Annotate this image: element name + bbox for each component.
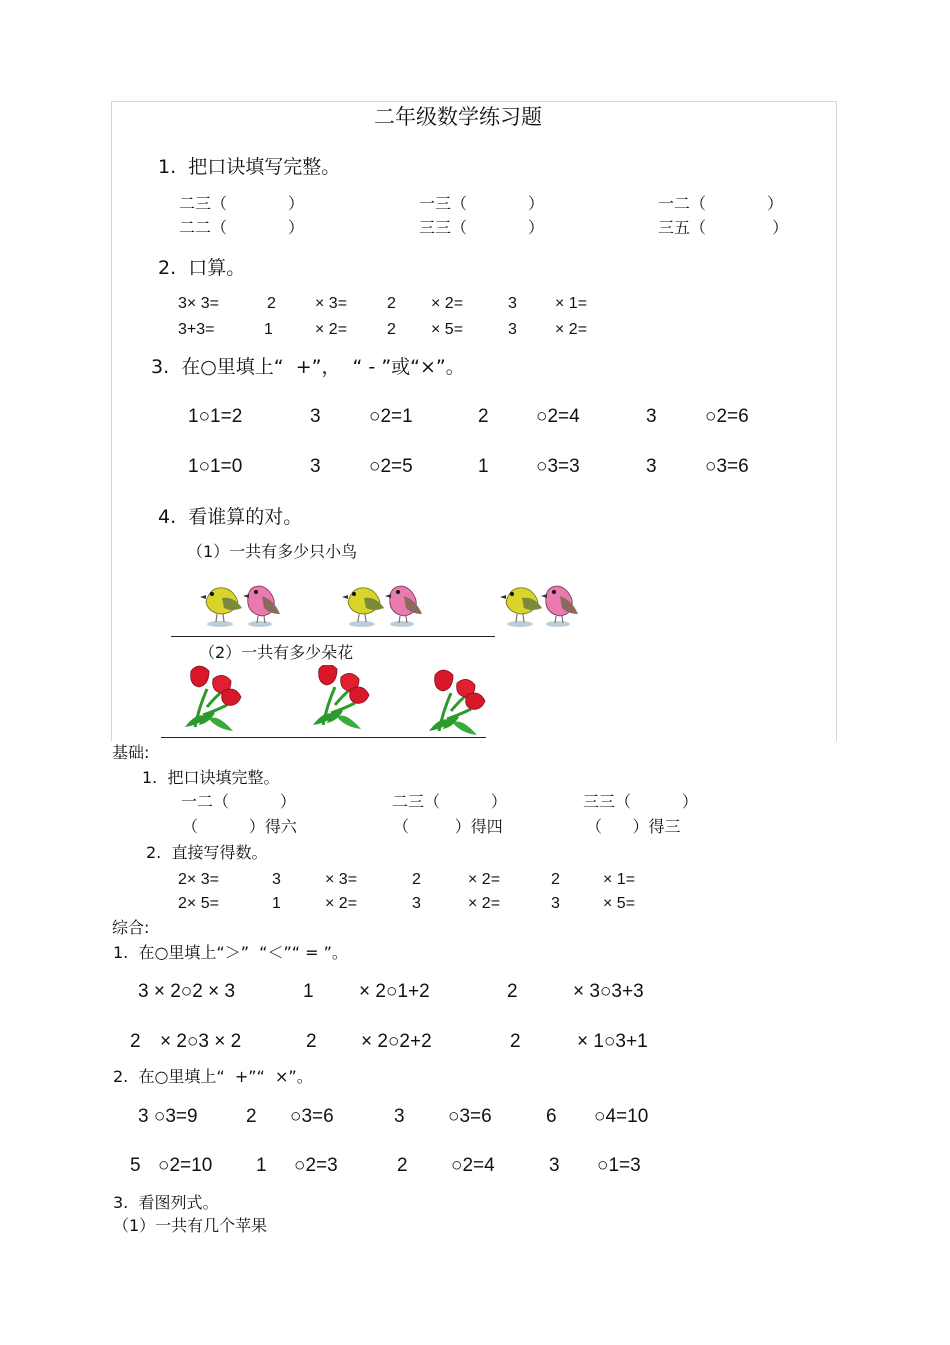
comp-q1-r1-2: × 2○1+2 xyxy=(359,981,430,1002)
basic-q2-r2-5: 3 xyxy=(551,895,560,912)
q3-r2-1: 3 xyxy=(310,456,321,477)
basic-q2-r1-3: 2 xyxy=(412,871,421,888)
comp-q2-r1-6: ○4=10 xyxy=(594,1106,649,1127)
q2-r2-6: × 2= xyxy=(555,321,588,338)
basic-label: 基础: xyxy=(112,743,150,762)
q1-r2c3: 三五（ ） xyxy=(658,218,789,237)
q2-r1-4: × 2= xyxy=(431,295,464,312)
comp-q1-heading: 1. 在○里填上“＞” “＜”“ = ”。 xyxy=(113,943,348,962)
bird-pink-icon xyxy=(385,586,422,627)
q1-r1c1: 二三（ ） xyxy=(179,194,305,213)
q1-r2c2: 三三（ ） xyxy=(419,218,545,237)
comp-q2-r1-4: ○3=6 xyxy=(448,1106,492,1127)
q2-r1-6: × 1= xyxy=(555,295,588,312)
comp-q2-r2-0: 5 xyxy=(130,1155,141,1176)
bird-yellow-icon xyxy=(342,588,384,627)
q2-r2-0: 3+3= xyxy=(178,321,215,338)
comp-q1-r1-1: 1 xyxy=(303,981,314,1002)
comp-q2-r2-2: 1 xyxy=(256,1155,267,1176)
q3-r1-4: ○2=4 xyxy=(536,406,580,427)
answer-line-flowers xyxy=(161,737,486,738)
comp-q1-r2-2: 2 xyxy=(306,1031,317,1052)
basic-q2-r2-1: 1 xyxy=(272,895,281,912)
tulip-icon xyxy=(185,666,241,731)
flowers-illustration xyxy=(185,665,505,737)
basic-q2-heading: 2. 直接写得数。 xyxy=(146,843,268,862)
q3-r2-0: 1○1=0 xyxy=(188,456,243,477)
basic-q2-r2-2: × 2= xyxy=(325,895,358,912)
answer-line-birds xyxy=(171,636,495,637)
q3-r1-6: ○2=6 xyxy=(705,406,749,427)
comp-q1-r1-0: 3 × 2○2 × 3 xyxy=(138,981,236,1002)
q4-heading: 4. 看谁算的对。 xyxy=(158,506,303,528)
basic-q2-r1-1: 3 xyxy=(272,871,281,888)
comp-q1-r1-4: × 3○3+3 xyxy=(573,981,644,1002)
q3-heading: 3. 在○里填上“ +”， “ - ”或“×”。 xyxy=(151,356,465,378)
comp-q1-r2-0: 2 xyxy=(130,1031,141,1052)
basic-q2-r1-4: × 2= xyxy=(468,871,501,888)
comprehensive-label: 综合: xyxy=(112,918,150,937)
q1-heading: 1. 把口诀填写完整。 xyxy=(158,156,341,178)
comp-q1-r2-1: × 2○3 × 2 xyxy=(160,1031,242,1052)
comp-q3-sub1: （1）一共有几个苹果 xyxy=(113,1216,268,1235)
comp-q2-r2-6: 3 xyxy=(549,1155,560,1176)
comp-q1-r2-5: × 1○3+1 xyxy=(577,1031,648,1052)
q2-r2-5: 3 xyxy=(508,321,517,338)
q1-r2c1: 二二（ ） xyxy=(179,218,305,237)
q3-r1-3: 2 xyxy=(478,406,489,427)
comp-q1-r2-3: × 2○2+2 xyxy=(361,1031,432,1052)
basic-q1-r2c2: （ ）得四 xyxy=(393,817,503,836)
comp-q2-r1-5: 6 xyxy=(546,1106,557,1127)
comp-q2-heading: 2. 在○里填上“ +”“ ×”。 xyxy=(113,1067,313,1086)
basic-q2-r1-2: × 3= xyxy=(325,871,358,888)
basic-q2-r2-0: 2× 5= xyxy=(178,895,219,912)
tulip-icon xyxy=(429,670,485,735)
comp-q2-r2-1: ○2=10 xyxy=(158,1155,213,1176)
q2-r1-3: 2 xyxy=(387,295,396,312)
comp-q2-r2-3: ○2=3 xyxy=(294,1155,338,1176)
basic-q2-r1-0: 2× 3= xyxy=(178,871,219,888)
bird-pink-icon xyxy=(541,586,578,627)
q2-r1-0: 3× 3= xyxy=(178,295,219,312)
q4-sub1: （1）一共有多少只小鸟 xyxy=(187,542,358,561)
basic-q1-r2c1: （ ）得六 xyxy=(182,817,297,836)
comp-q3-heading: 3. 看图列式。 xyxy=(113,1193,219,1212)
basic-q1-r2c3: （ ）得三 xyxy=(586,817,681,836)
q3-r1-2: ○2=1 xyxy=(369,406,413,427)
q3-r2-5: 3 xyxy=(646,456,657,477)
q1-r1c3: 一二（ ） xyxy=(658,194,784,213)
q2-r1-2: × 3= xyxy=(315,295,348,312)
comp-q2-r2-7: ○1=3 xyxy=(597,1155,641,1176)
q3-r2-4: ○3=3 xyxy=(536,456,580,477)
basic-q2-r2-6: × 5= xyxy=(603,895,636,912)
q3-r2-2: ○2=5 xyxy=(369,456,413,477)
q3-r2-6: ○3=6 xyxy=(705,456,749,477)
q2-r2-1: 1 xyxy=(264,321,273,338)
comp-q2-r1-0: 3 ○3=9 xyxy=(138,1106,198,1127)
comp-q2-r1-3: 3 xyxy=(394,1106,405,1127)
page-title: 二年级数学练习题 xyxy=(374,105,542,129)
basic-q2-r2-3: 3 xyxy=(412,895,421,912)
comp-q2-r1-2: ○3=6 xyxy=(290,1106,334,1127)
q3-r1-1: 3 xyxy=(310,406,321,427)
basic-q1-r1c2: 二三（ ） xyxy=(392,792,507,811)
basic-q1-r1c1: 一二（ ） xyxy=(181,792,296,811)
q2-r2-4: × 5= xyxy=(431,321,464,338)
basic-q2-r1-6: × 1= xyxy=(603,871,636,888)
basic-q2-r1-5: 2 xyxy=(551,871,560,888)
comp-q2-r2-5: ○2=4 xyxy=(451,1155,495,1176)
basic-q1-r1c3: 三三（ ） xyxy=(583,792,698,811)
q2-r1-1: 2 xyxy=(267,295,276,312)
q4-sub2: （2）一共有多少朵花 xyxy=(199,643,354,662)
tulip-icon xyxy=(313,665,369,729)
birds-illustration xyxy=(190,580,590,630)
comp-q1-r1-3: 2 xyxy=(507,981,518,1002)
comp-q2-r1-1: 2 xyxy=(246,1106,257,1127)
q2-heading: 2. 口算。 xyxy=(158,257,246,279)
comp-q2-r2-4: 2 xyxy=(397,1155,408,1176)
basic-q2-r2-4: × 2= xyxy=(468,895,501,912)
basic-q1-heading: 1. 把口诀填完整。 xyxy=(142,768,280,787)
q3-r1-5: 3 xyxy=(646,406,657,427)
q2-r2-3: 2 xyxy=(387,321,396,338)
bird-yellow-icon xyxy=(200,588,242,627)
bird-yellow-icon xyxy=(500,588,542,627)
q1-r1c2: 一三（ ） xyxy=(419,194,545,213)
q3-r1-0: 1○1=2 xyxy=(188,406,243,427)
q3-r2-3: 1 xyxy=(478,456,489,477)
q2-r2-2: × 2= xyxy=(315,321,348,338)
comp-q1-r2-4: 2 xyxy=(510,1031,521,1052)
bird-pink-icon xyxy=(243,586,280,627)
q2-r1-5: 3 xyxy=(508,295,517,312)
